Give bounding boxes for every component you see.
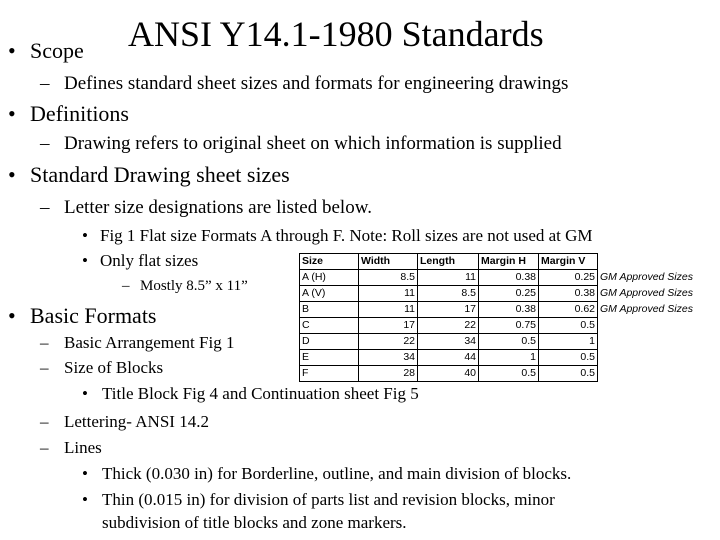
definitions-label: Definitions [30, 101, 129, 126]
sheet-sizes-subbullet: – Mostly 8.5” x 11” [122, 278, 248, 294]
thin-line-item-continued: subdivision of title blocks and zone markers. [102, 513, 407, 532]
sheet-sizes-bullet-2: • Only flat sizes [82, 251, 199, 270]
table-row: C 17 22 0.75 0.5 [300, 318, 713, 334]
table-row: A (V) 11 8.5 0.25 0.38 GM Approved Sizes [300, 286, 713, 302]
approved-note: GM Approved Sizes [600, 271, 693, 283]
bullet-glyph: • [82, 490, 88, 509]
table-row: B 11 17 0.38 0.62 GM Approved Sizes [300, 302, 713, 318]
table-row: D 22 34 0.5 1 [300, 334, 713, 350]
col-size: Size [300, 254, 359, 270]
lettering-item: – Lettering- ANSI 14.2 [40, 412, 209, 431]
size-of-blocks: – Size of Blocks [40, 358, 164, 377]
thick-line-item: • Thick (0.030 in) for Borderline, outline, and main division of blocks. [82, 464, 572, 483]
title-block-item: • Title Block Fig 4 and Continuation sheet Fig 5 [82, 384, 419, 403]
page-title: ANSI Y14.1-1980 Standards [128, 14, 544, 54]
basic-arrangement: – Basic Arrangement Fig 1 [40, 333, 235, 352]
dash-glyph: – [40, 197, 50, 218]
dash-glyph: – [40, 412, 49, 431]
lines-item: – Lines [40, 438, 102, 457]
bullet-glyph: • [82, 384, 88, 403]
sheet-sizes-sub: – Letter size designations are listed below. [40, 197, 372, 218]
definitions-sub: – Drawing refers to original sheet on which information is supplied [40, 133, 562, 154]
note-cell [598, 254, 713, 270]
dash-glyph: – [40, 358, 49, 377]
scope-sub: – Defines standard sheet sizes and formats for engineering drawings [40, 73, 569, 94]
sheet-sizes-bullet-1: • Fig 1 Flat size Formats A through F. Note: Roll sizes are not used at GM [82, 226, 593, 245]
col-margin-v: Margin V [539, 254, 598, 270]
scope-label: Scope [30, 38, 84, 63]
dash-glyph: – [122, 278, 130, 294]
table-row: F 28 40 0.5 0.5 [300, 366, 713, 382]
bullet-glyph: • [8, 162, 16, 187]
approved-note: GM Approved Sizes [600, 303, 693, 315]
bullet-glyph: • [8, 101, 16, 126]
approved-note: GM Approved Sizes [600, 287, 693, 299]
bullet-scope [8, 38, 84, 64]
dash-glyph: – [40, 133, 50, 154]
table-row: A (H) 8.5 11 0.38 0.25 GM Approved Sizes [300, 270, 713, 286]
col-width: Width [359, 254, 418, 270]
dash-glyph: – [40, 73, 50, 94]
bullet-basic-formats [8, 303, 157, 329]
bullet-sheet-sizes [8, 162, 290, 188]
col-length: Length [418, 254, 479, 270]
bullet-glyph: • [8, 303, 16, 328]
basic-formats-label: Basic Formats [30, 303, 157, 328]
bullet-glyph: • [82, 226, 88, 245]
table-row: E 34 44 1 0.5 [300, 350, 713, 366]
bullet-glyph: • [82, 251, 88, 270]
sheet-sizes-table [299, 253, 713, 382]
sheet-sizes-label: Standard Drawing sheet sizes [30, 162, 290, 187]
thin-line-item: • Thin (0.015 in) for division of parts list and revision blocks, minor [82, 490, 555, 509]
dash-glyph: – [40, 438, 49, 457]
bullet-glyph: • [82, 464, 88, 483]
dash-glyph: – [40, 333, 49, 352]
col-margin-h: Margin H [479, 254, 539, 270]
bullet-definitions [8, 101, 129, 127]
table-header-row [300, 254, 713, 270]
bullet-glyph: • [8, 38, 16, 63]
